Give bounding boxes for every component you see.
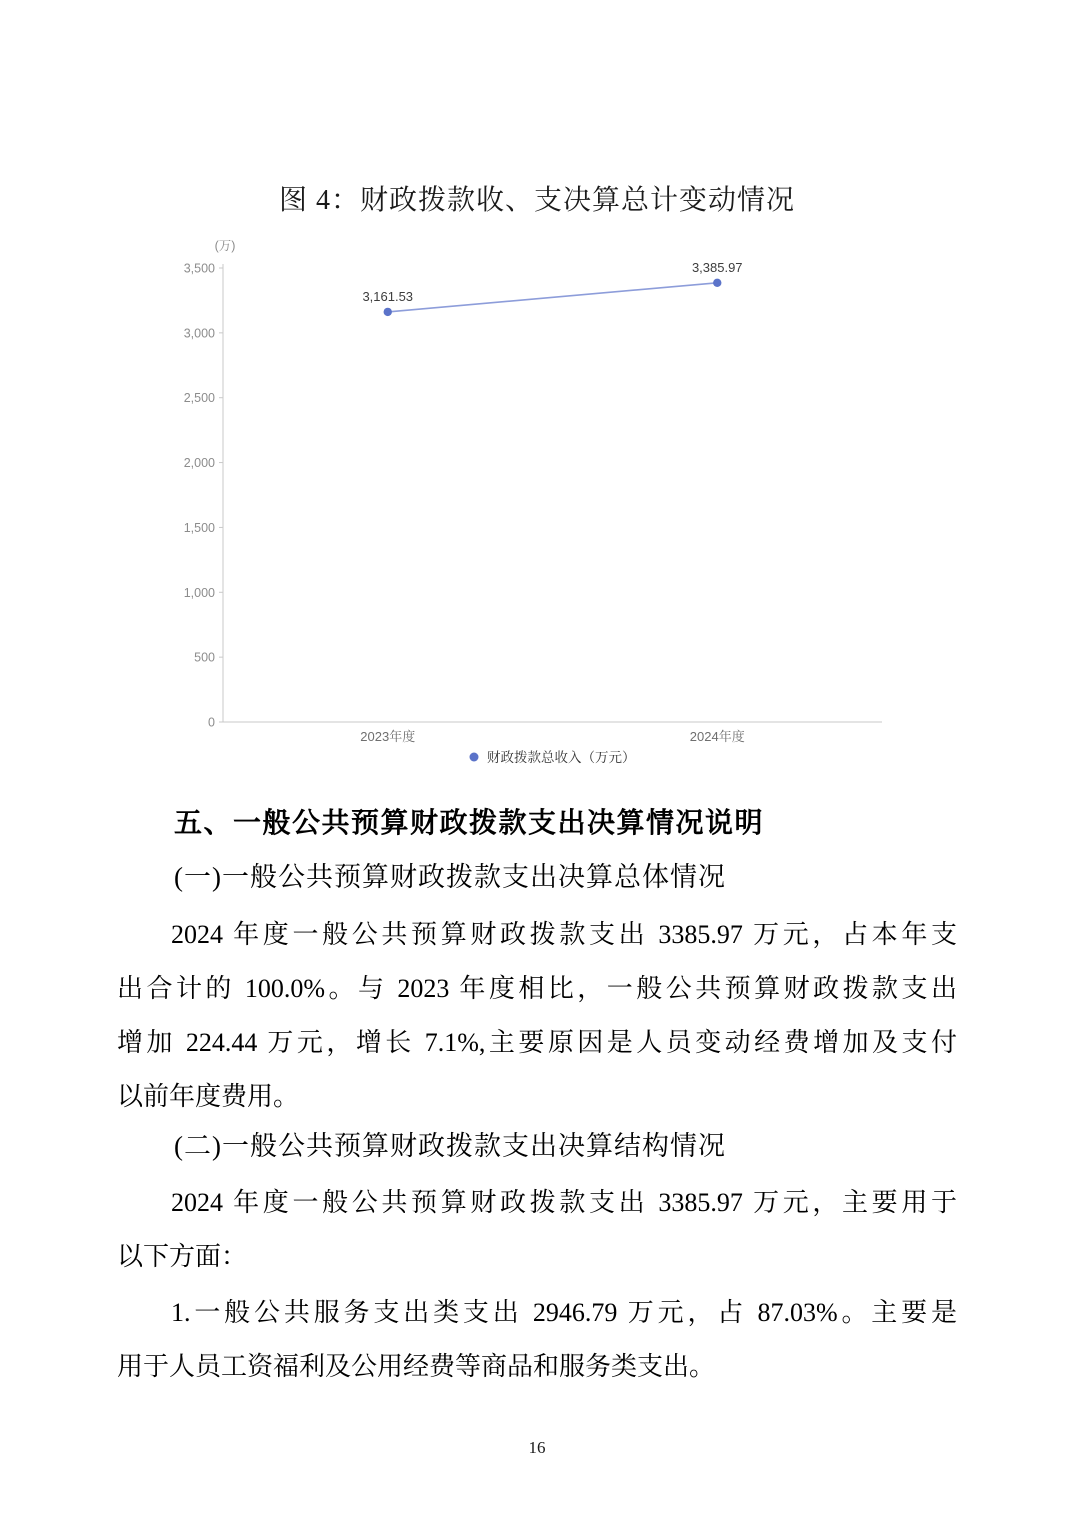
y-tick-label: 1,500 (183, 520, 215, 535)
paragraph-line: 出合计的 100.0%。与 2023 年度相比，一般公共预算财政拨款支出 (117, 974, 957, 1003)
paragraph-line: 以下方面： (117, 1242, 248, 1271)
data-point (713, 279, 721, 287)
legend-marker-icon (470, 753, 479, 762)
paragraph-3 (117, 1286, 957, 1394)
paragraph-2 (117, 1176, 957, 1284)
section-heading: 五、一般公共预算财政拨款支出决算情况说明 (174, 807, 765, 838)
data-point-label: 3,161.53 (362, 288, 414, 304)
subsection-heading-2: (二)一般公共预算财政拨款支出决算结构情况 (174, 1131, 726, 1161)
legend-label: 财政拨款总收入（万元） (487, 750, 636, 765)
y-tick-label: 500 (194, 650, 215, 665)
data-point (384, 308, 392, 316)
chart-canvas (175, 230, 905, 778)
paragraph-line: 2024 年度一般公共预算财政拨款支出 3385.97 万元，占本年支 (171, 920, 957, 949)
paragraph-1 (117, 908, 957, 1124)
figure-title: 图 4：财政拨款收、支决算总计变动情况 (278, 185, 795, 216)
subsection-heading-1: (一)一般公共预算财政拨款支出决算总体情况 (174, 862, 726, 892)
x-axis-label: 2024年度 (689, 729, 745, 744)
y-tick-label: 2,000 (183, 456, 215, 471)
paragraph-line: 增加 224.44 万元，增长 7.1%,主要原因是人员变动经费增加及支付 (117, 1028, 957, 1057)
x-axis-label: 2023年度 (360, 729, 416, 744)
y-tick-label: 2,500 (183, 391, 215, 406)
line-chart (175, 230, 905, 778)
y-tick-label: 0 (208, 715, 215, 730)
paragraph-line: 2024 年度一般公共预算财政拨款支出 3385.97 万元，主要用于 (171, 1188, 957, 1217)
y-tick-label: 1,000 (183, 585, 215, 600)
y-tick-label: 3,000 (183, 326, 215, 341)
paragraph-line: 以前年度费用。 (117, 1082, 300, 1111)
page-number: 16 (528, 1438, 546, 1457)
data-point-label: 3,385.97 (691, 259, 743, 275)
y-axis-unit-label: (万) (214, 239, 236, 253)
data-line (388, 283, 718, 312)
paragraph-line: 1.一般公共服务支出类支出 2946.79 万元，占 87.03%。主要是 (171, 1298, 957, 1327)
paragraph-line: 用于人员工资福利及公用经费等商品和服务类支出。 (117, 1352, 716, 1381)
y-tick-label: 3,500 (183, 261, 215, 276)
